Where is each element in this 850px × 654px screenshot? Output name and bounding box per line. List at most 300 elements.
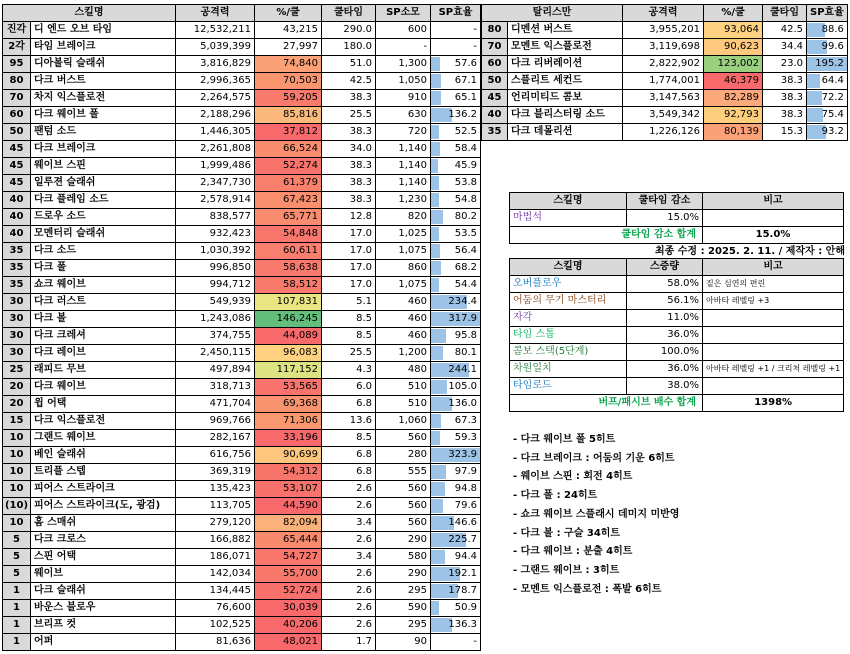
- buff-row: [510, 327, 844, 344]
- note-item: - 웨이브 스핀 : 회전 4히트: [513, 471, 633, 483]
- skill-sp-cost: 290: [376, 566, 431, 583]
- talisman-sp-efficiency: [807, 124, 848, 141]
- skill-attack: 2,264,575: [176, 90, 255, 107]
- sp-efficiency-value: 52.5: [454, 126, 477, 137]
- skill-attack: 113,705: [176, 498, 255, 515]
- skill-sp-cost: 600: [376, 22, 431, 39]
- skill-sp-cost: 1,300: [376, 56, 431, 73]
- buff-note: 아바타 레벨링 +3: [703, 293, 844, 310]
- sp-efficiency-bar: [431, 261, 441, 275]
- skill-name: 브리프 컷: [31, 617, 176, 634]
- col-header-skill: 스킬명: [510, 193, 627, 210]
- skill-pct-per-cd: 37,812: [255, 124, 322, 141]
- skill-name: 윕 어택: [31, 396, 176, 413]
- skill-row: [3, 362, 481, 379]
- skill-sp-efficiency: [431, 294, 481, 311]
- talisman-attack: 3,119,698: [623, 39, 704, 56]
- skill-sp-efficiency: [431, 549, 481, 566]
- talisman-cooldown: 42.5: [763, 22, 807, 39]
- sp-efficiency-bar: [431, 414, 441, 428]
- note-item: - 다크 브레이크 : 어둠의 기운 6히트: [513, 452, 675, 464]
- skill-level: 1: [3, 617, 31, 634]
- sp-efficiency-bar: [431, 193, 439, 207]
- buff-increase-value: 100.0%: [627, 344, 703, 361]
- col-header-atk: 공격력: [623, 5, 704, 22]
- sp-efficiency-value: 146.6: [448, 517, 477, 528]
- buff-note: 짙은 심연의 편린: [703, 276, 844, 293]
- skill-cooldown: 6.8: [322, 464, 376, 481]
- skill-sp-efficiency: [431, 328, 481, 345]
- skill-sp-cost: 1,060: [376, 413, 431, 430]
- skill-level: 30: [3, 311, 31, 328]
- sp-efficiency-bar: [807, 108, 823, 122]
- skill-level: 1: [3, 600, 31, 617]
- sp-efficiency-value: 75.4: [821, 109, 844, 120]
- skill-sp-efficiency: [431, 311, 481, 328]
- sp-efficiency-value: 53.8: [454, 177, 477, 188]
- talisman-level: 50: [482, 73, 508, 90]
- talisman-attack: 3,147,563: [623, 90, 704, 107]
- sp-efficiency-bar: [431, 346, 443, 360]
- talisman-pct-per-cd: 90,623: [704, 39, 763, 56]
- cooldown-reduction-table: [509, 192, 844, 244]
- skill-name: 드로우 소드: [31, 209, 176, 226]
- skill-name: 홈 스매쉬: [31, 515, 176, 532]
- sp-efficiency-value: 136.2: [448, 109, 477, 120]
- skill-attack: 471,704: [176, 396, 255, 413]
- sp-efficiency-value: -: [473, 24, 477, 35]
- talisman-pct-per-cd: 123,002: [704, 56, 763, 73]
- buff-note: [703, 378, 844, 395]
- sp-efficiency-bar: [807, 74, 820, 88]
- sp-efficiency-bar: [431, 125, 439, 139]
- skill-sp-cost: 560: [376, 498, 431, 515]
- skill-cooldown: 38.3: [322, 175, 376, 192]
- skill-row: [3, 464, 481, 481]
- buff-row: [510, 344, 844, 361]
- skill-pct-per-cd: 85,816: [255, 107, 322, 124]
- skill-cooldown: 2.6: [322, 566, 376, 583]
- skill-sp-cost: 90: [376, 634, 431, 651]
- skill-attack: 2,996,365: [176, 73, 255, 90]
- skill-pct-per-cd: 52,724: [255, 583, 322, 600]
- buff-increase-value: 36.0%: [627, 361, 703, 378]
- skill-attack: 994,712: [176, 277, 255, 294]
- talisman-cooldown: 34.4: [763, 39, 807, 56]
- skill-cooldown: 2.6: [322, 583, 376, 600]
- skill-sp-efficiency: [431, 464, 481, 481]
- skill-cooldown: 2.6: [322, 600, 376, 617]
- skill-cooldown: 51.0: [322, 56, 376, 73]
- skill-name: 웨이브: [31, 566, 176, 583]
- skill-name: 다크 브레이크: [31, 141, 176, 158]
- skill-sp-cost: 1,140: [376, 175, 431, 192]
- skill-row: [3, 566, 481, 583]
- skill-level: 30: [3, 294, 31, 311]
- skill-attack: 374,755: [176, 328, 255, 345]
- skill-attack: 282,167: [176, 430, 255, 447]
- skill-pct-per-cd: 67,423: [255, 192, 322, 209]
- sp-efficiency-value: 94.8: [454, 483, 477, 494]
- skill-row: [3, 209, 481, 226]
- skill-level: 95: [3, 56, 31, 73]
- talisman-name: 스플리트 세컨드: [508, 73, 623, 90]
- skill-pct-per-cd: 48,021: [255, 634, 322, 651]
- skill-name: 다크 웨이브 폴: [31, 107, 176, 124]
- skill-attack: 102,525: [176, 617, 255, 634]
- note-item: - 다크 폴 : 24히트: [513, 490, 598, 502]
- sp-efficiency-value: 195.2: [815, 58, 844, 69]
- skill-pct-per-cd: 65,444: [255, 532, 322, 549]
- skill-sp-efficiency: [431, 277, 481, 294]
- skill-name: 다크 레이브: [31, 345, 176, 362]
- talisman-table: [481, 4, 848, 141]
- col-header-note: 비고: [703, 193, 844, 210]
- buff-row: [510, 293, 844, 310]
- skill-row: [3, 583, 481, 600]
- skill-row: [3, 515, 481, 532]
- buff-skill-name: 타임 스톱: [510, 327, 627, 344]
- skill-level: 35: [3, 243, 31, 260]
- skill-attack: 1,030,392: [176, 243, 255, 260]
- skill-pct-per-cd: 40,206: [255, 617, 322, 634]
- skill-attack: 616,756: [176, 447, 255, 464]
- sp-efficiency-bar: [431, 74, 441, 88]
- buff-note: [703, 344, 844, 361]
- skill-sp-efficiency: [431, 447, 481, 464]
- cooldown-note: [703, 210, 844, 227]
- skill-sp-efficiency: [431, 498, 481, 515]
- skill-sp-cost: 910: [376, 90, 431, 107]
- talisman-row: [482, 90, 848, 107]
- skill-sp-efficiency: [431, 107, 481, 124]
- skill-name: 쇼크 웨이브: [31, 277, 176, 294]
- skill-attack: 838,577: [176, 209, 255, 226]
- skill-name: 다크 크로스: [31, 532, 176, 549]
- note-item: - 다크 볼 : 구슬 34히트: [513, 527, 621, 539]
- cooldown-skill-name: 마법석: [510, 210, 627, 227]
- talisman-row: [482, 73, 848, 90]
- buff-increase-value: 56.1%: [627, 293, 703, 310]
- talisman-sp-efficiency: [807, 56, 848, 73]
- skill-sp-cost: 295: [376, 617, 431, 634]
- skill-row: [3, 73, 481, 90]
- skill-sp-cost: 1,075: [376, 277, 431, 294]
- col-header-eff: SP효율: [807, 5, 848, 22]
- skill-sp-efficiency: [431, 209, 481, 226]
- skill-level: 10: [3, 515, 31, 532]
- sp-efficiency-value: 95.8: [454, 330, 477, 341]
- talisman-row: [482, 39, 848, 56]
- skill-row: [3, 175, 481, 192]
- skill-cooldown: 34.0: [322, 141, 376, 158]
- buff-total-row: [510, 395, 844, 412]
- talisman-level: 70: [482, 39, 508, 56]
- skill-cooldown: 6.8: [322, 396, 376, 413]
- skill-cooldown: 38.3: [322, 192, 376, 209]
- sp-efficiency-value: 68.2: [454, 262, 477, 273]
- buff-passive-table: [509, 258, 844, 412]
- sp-efficiency-bar: [807, 91, 822, 105]
- sp-efficiency-bar: [431, 329, 446, 343]
- skill-pct-per-cd: 52,274: [255, 158, 322, 175]
- skill-pct-per-cd: 65,771: [255, 209, 322, 226]
- talisman-row: [482, 56, 848, 73]
- col-header-cd: 쿨타임: [763, 5, 807, 22]
- sp-efficiency-value: 58.4: [454, 143, 477, 154]
- skill-level: 45: [3, 141, 31, 158]
- talisman-level: 40: [482, 107, 508, 124]
- sp-efficiency-value: 323.9: [448, 449, 477, 460]
- skill-pct-per-cd: 107,831: [255, 294, 322, 311]
- skill-cooldown: 1.7: [322, 634, 376, 651]
- skill-row: [3, 260, 481, 277]
- skill-cooldown: 6.8: [322, 447, 376, 464]
- skill-row: [3, 226, 481, 243]
- skill-cooldown: 25.5: [322, 107, 376, 124]
- note-item: - 그랜드 웨이브 : 3히트: [513, 564, 620, 576]
- skill-level: 25: [3, 362, 31, 379]
- skill-pct-per-cd: 70,503: [255, 73, 322, 90]
- sp-efficiency-bar: [431, 210, 443, 224]
- skill-level: 30: [3, 328, 31, 345]
- buff-skill-name: 어둠의 무기 마스터리: [510, 293, 627, 310]
- buff-note: [703, 327, 844, 344]
- skill-row: [3, 532, 481, 549]
- skill-cooldown: 290.0: [322, 22, 376, 39]
- skill-table-body: [3, 22, 481, 651]
- skill-level: 35: [3, 277, 31, 294]
- sp-efficiency-value: 54.8: [454, 194, 477, 205]
- skill-sp-cost: 510: [376, 396, 431, 413]
- talisman-attack: 2,822,902: [623, 56, 704, 73]
- sp-efficiency-value: 64.4: [821, 75, 844, 86]
- skill-sp-efficiency: [431, 600, 481, 617]
- skill-attack: 3,816,829: [176, 56, 255, 73]
- talisman-sp-efficiency: [807, 107, 848, 124]
- skill-level: (10): [3, 498, 31, 515]
- sp-efficiency-value: 97.9: [454, 466, 477, 477]
- skill-sp-cost: 460: [376, 328, 431, 345]
- talisman-pct-per-cd: 46,379: [704, 73, 763, 90]
- skill-cooldown: 2.6: [322, 481, 376, 498]
- skill-sp-efficiency: [431, 39, 481, 56]
- sp-efficiency-value: 192.1: [448, 568, 477, 579]
- sp-efficiency-bar: [431, 244, 440, 258]
- skill-sp-cost: 720: [376, 124, 431, 141]
- skill-sp-cost: 560: [376, 481, 431, 498]
- skill-attack: 1,243,086: [176, 311, 255, 328]
- skill-sp-efficiency: [431, 90, 481, 107]
- skill-name: 다크 폴: [31, 260, 176, 277]
- skill-sp-cost: 630: [376, 107, 431, 124]
- skill-sp-cost: 480: [376, 362, 431, 379]
- skill-level: 45: [3, 158, 31, 175]
- col-header-pct: %/쿨: [255, 5, 322, 22]
- sp-efficiency-value: 225.7: [448, 534, 477, 545]
- skill-row: [3, 634, 481, 651]
- talisman-cooldown: 38.3: [763, 73, 807, 90]
- skill-sp-efficiency: [431, 583, 481, 600]
- talisman-sp-efficiency: [807, 22, 848, 39]
- skill-sp-cost: 510: [376, 379, 431, 396]
- col-header-skill: 스킬명: [510, 259, 627, 276]
- skill-name: 타임 브레이크: [31, 39, 176, 56]
- talisman-level: 60: [482, 56, 508, 73]
- skill-sp-efficiency: [431, 73, 481, 90]
- skill-pct-per-cd: 33,196: [255, 430, 322, 447]
- cooldown-total-label: [510, 227, 703, 244]
- buff-row: [510, 378, 844, 395]
- skill-row: [3, 396, 481, 413]
- skill-sp-efficiency: [431, 175, 481, 192]
- skill-sp-cost: 290: [376, 532, 431, 549]
- skill-sp-efficiency: [431, 634, 481, 651]
- talisman-cooldown: 15.3: [763, 124, 807, 141]
- skill-name: 어퍼: [31, 634, 176, 651]
- sp-efficiency-value: -: [473, 41, 477, 52]
- skill-cooldown: 6.0: [322, 379, 376, 396]
- skill-sp-cost: 1,050: [376, 73, 431, 90]
- skill-row: [3, 311, 481, 328]
- skill-attack: 932,423: [176, 226, 255, 243]
- skill-sp-cost: 460: [376, 294, 431, 311]
- sp-efficiency-bar: [431, 227, 439, 241]
- buff-skill-name: 콤보 스택(5단계): [510, 344, 627, 361]
- sp-efficiency-value: 67.3: [454, 415, 477, 426]
- talisman-name: 다크 리버레이션: [508, 56, 623, 73]
- skill-level: 진각: [3, 22, 31, 39]
- skill-attack: 969,766: [176, 413, 255, 430]
- skill-sp-efficiency: [431, 226, 481, 243]
- skill-name: 다크 크레셔: [31, 328, 176, 345]
- skill-name: 다크 소드: [31, 243, 176, 260]
- skill-row: [3, 107, 481, 124]
- skill-attack: 142,034: [176, 566, 255, 583]
- skill-sp-efficiency: [431, 124, 481, 141]
- skill-sp-efficiency: [431, 481, 481, 498]
- sp-efficiency-bar: [431, 482, 445, 496]
- skill-row: [3, 192, 481, 209]
- skill-sp-efficiency: [431, 379, 481, 396]
- skill-table: [2, 4, 481, 651]
- skill-pct-per-cd: 30,039: [255, 600, 322, 617]
- col-header-atk: 공격력: [176, 5, 255, 22]
- skill-attack: 369,319: [176, 464, 255, 481]
- skill-pct-per-cd: 53,107: [255, 481, 322, 498]
- skill-level: 40: [3, 226, 31, 243]
- skill-attack: 12,532,211: [176, 22, 255, 39]
- sp-efficiency-value: 93.2: [821, 126, 844, 137]
- skill-attack: 166,882: [176, 532, 255, 549]
- talisman-pct-per-cd: 93,064: [704, 22, 763, 39]
- skill-attack: 549,939: [176, 294, 255, 311]
- skill-row: [3, 124, 481, 141]
- skill-name: 래피드 무브: [31, 362, 176, 379]
- sp-efficiency-value: 234.4: [448, 296, 477, 307]
- skill-level: 10: [3, 447, 31, 464]
- talisman-sp-efficiency: [807, 39, 848, 56]
- skill-sp-cost: 460: [376, 311, 431, 328]
- talisman-table-body: [482, 22, 848, 141]
- skill-sp-cost: 590: [376, 600, 431, 617]
- skill-row: [3, 447, 481, 464]
- skill-level: 40: [3, 209, 31, 226]
- talisman-cooldown: 38.3: [763, 107, 807, 124]
- skill-name: 일루젼 슬래쉬: [31, 175, 176, 192]
- skill-sp-cost: 280: [376, 447, 431, 464]
- skill-sp-cost: 560: [376, 515, 431, 532]
- sp-efficiency-bar: [431, 57, 440, 71]
- skill-cooldown: 42.5: [322, 73, 376, 90]
- skill-name: 디아볼릭 슬래쉬: [31, 56, 176, 73]
- buff-increase-value: 38.0%: [627, 378, 703, 395]
- skill-pct-per-cd: 44,590: [255, 498, 322, 515]
- buff-note: 아바타 레벨링 +1 / 크리처 레벨링 +1: [703, 361, 844, 378]
- skill-sp-cost: 1,075: [376, 243, 431, 260]
- sp-efficiency-bar: [431, 380, 447, 394]
- sp-efficiency-value: 45.9: [454, 160, 477, 171]
- sp-efficiency-value: 67.1: [454, 75, 477, 86]
- skill-row: [3, 141, 481, 158]
- skill-sp-efficiency: [431, 158, 481, 175]
- skill-sp-efficiency: [431, 566, 481, 583]
- buff-increase-value: 11.0%: [627, 310, 703, 327]
- skill-cooldown: 17.0: [322, 226, 376, 243]
- skill-sp-cost: -: [376, 39, 431, 56]
- sp-efficiency-bar: [431, 465, 446, 479]
- col-header-talisman: 탈리스만: [482, 5, 623, 22]
- skill-sp-cost: 820: [376, 209, 431, 226]
- talisman-name: 다크 블리스터링 소드: [508, 107, 623, 124]
- skill-cooldown: 2.6: [322, 532, 376, 549]
- talisman-name: 모멘트 익스플로전: [508, 39, 623, 56]
- skill-cooldown: 38.3: [322, 124, 376, 141]
- skill-sp-efficiency: [431, 22, 481, 39]
- talisman-sp-efficiency: [807, 73, 848, 90]
- talisman-attack: 1,226,126: [623, 124, 704, 141]
- skill-sp-efficiency: [431, 141, 481, 158]
- buff-total-label: [510, 395, 703, 412]
- buff-increase-value: 58.0%: [627, 276, 703, 293]
- sp-efficiency-value: 99.6: [821, 41, 844, 52]
- buff-skill-name: 자각: [510, 310, 627, 327]
- skill-name: 다크 플레임 소드: [31, 192, 176, 209]
- skill-level: 2각: [3, 39, 31, 56]
- skill-name: 다크 웨이브: [31, 379, 176, 396]
- cooldown-table-header: [510, 193, 844, 210]
- skill-name: 바운스 블로우: [31, 600, 176, 617]
- skill-pct-per-cd: 59,205: [255, 90, 322, 107]
- skill-attack: 2,450,115: [176, 345, 255, 362]
- skill-attack: 279,120: [176, 515, 255, 532]
- skill-cooldown: 17.0: [322, 260, 376, 277]
- skill-level: 15: [3, 413, 31, 430]
- skill-level: 5: [3, 549, 31, 566]
- talisman-attack: 1,774,001: [623, 73, 704, 90]
- talisman-sp-efficiency: [807, 90, 848, 107]
- skill-cooldown: 4.3: [322, 362, 376, 379]
- skill-row: [3, 379, 481, 396]
- skill-cooldown: 17.0: [322, 277, 376, 294]
- skill-pct-per-cd: 74,840: [255, 56, 322, 73]
- skill-sp-efficiency: [431, 430, 481, 447]
- skill-sp-cost: 1,140: [376, 141, 431, 158]
- note-item: - 모멘트 익스플로전 : 폭발 6히트: [513, 583, 662, 595]
- col-header-eff: SP효율: [431, 5, 481, 22]
- sp-efficiency-value: 178.7: [448, 585, 477, 596]
- skill-row: [3, 277, 481, 294]
